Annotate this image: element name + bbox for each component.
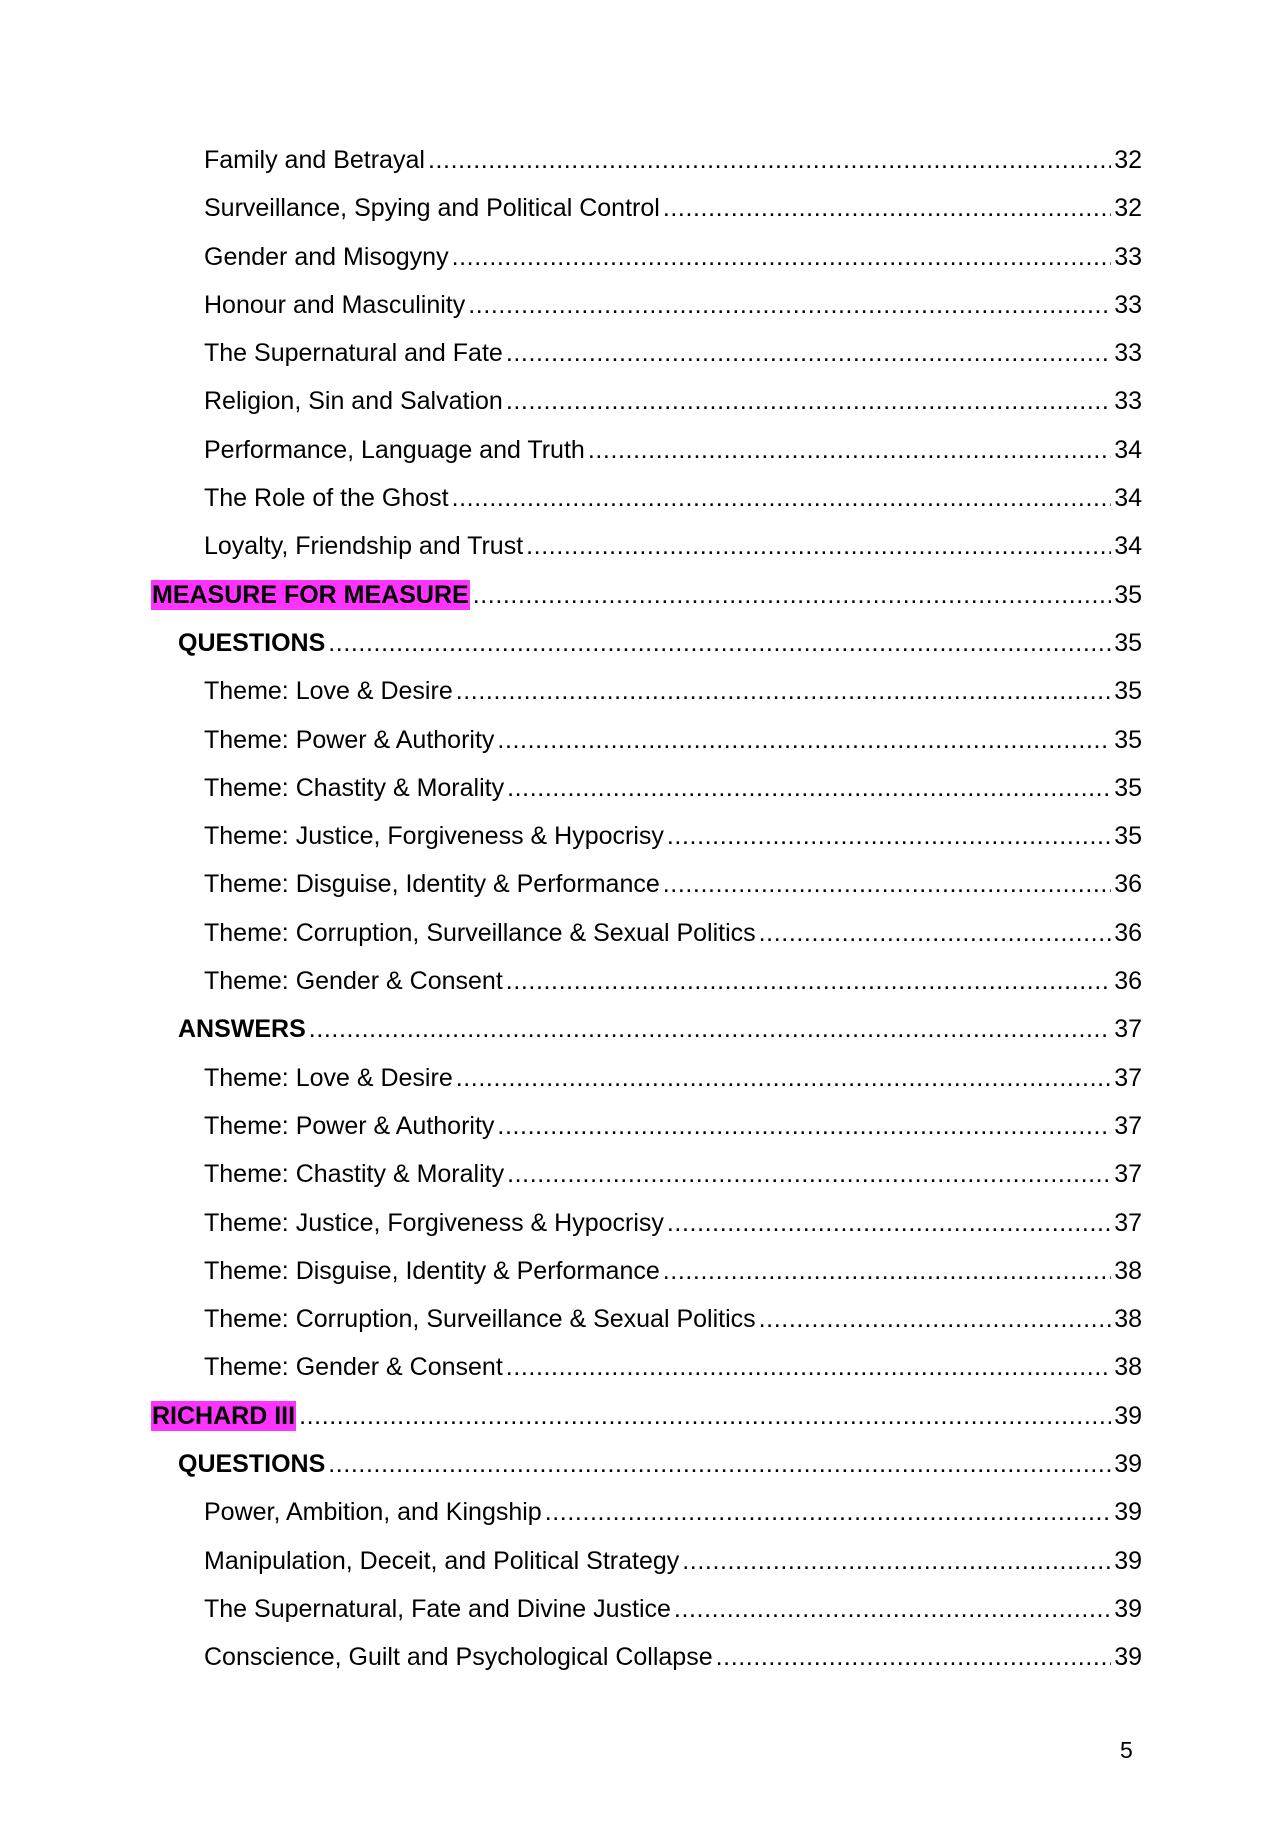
toc-entry-title: Honour and Masculinity xyxy=(204,290,466,319)
dot-leader xyxy=(328,628,1111,658)
toc-page-number: 38 xyxy=(1114,1353,1142,1382)
dot-leader xyxy=(506,338,1111,368)
dot-leader xyxy=(456,1063,1111,1093)
toc-entry[interactable] xyxy=(0,290,1287,338)
toc-page-number: 39 xyxy=(1114,1401,1142,1430)
toc-entry[interactable] xyxy=(0,338,1287,386)
dot-leader xyxy=(507,1159,1111,1189)
toc-entry[interactable] xyxy=(0,1014,1287,1062)
toc-entry[interactable] xyxy=(0,628,1287,676)
toc-entry-title: The Supernatural and Fate xyxy=(204,339,503,368)
toc-page-number: 33 xyxy=(1114,339,1142,368)
toc-page-number: 33 xyxy=(1114,387,1142,416)
toc-section-title: RICHARD III xyxy=(152,1401,296,1430)
toc-page-number: 39 xyxy=(1114,1450,1142,1479)
toc-page-number: 34 xyxy=(1114,532,1142,561)
toc-page-number: 35 xyxy=(1114,773,1142,802)
toc-entry[interactable] xyxy=(0,435,1287,483)
toc-entry[interactable] xyxy=(0,1304,1287,1352)
dot-leader xyxy=(682,1546,1111,1576)
toc-entry[interactable] xyxy=(0,1256,1287,1304)
toc-entry-title: Theme: Disguise, Identity & Performance xyxy=(204,870,660,899)
toc-page-number: 32 xyxy=(1114,194,1142,223)
dot-leader xyxy=(663,193,1111,223)
toc-entry[interactable] xyxy=(0,193,1287,241)
toc-entry[interactable] xyxy=(0,773,1287,821)
dot-leader xyxy=(452,242,1112,272)
table-of-contents xyxy=(0,145,1287,1691)
toc-entry-title: Theme: Power & Authority xyxy=(204,725,495,754)
toc-entry-title: Performance, Language and Truth xyxy=(204,435,585,464)
toc-entry[interactable] xyxy=(0,1063,1287,1111)
toc-page-number: 36 xyxy=(1114,870,1142,899)
toc-subsection-title: QUESTIONS xyxy=(178,628,326,657)
dot-leader xyxy=(674,1594,1111,1624)
toc-entry-title: Conscience, Guilt and Psychological Collapse xyxy=(204,1643,713,1672)
toc-entry-title: Manipulation, Deceit, and Political Strategy xyxy=(204,1546,680,1575)
toc-entry-title: The Supernatural, Fate and Divine Justice xyxy=(204,1594,671,1623)
dot-leader xyxy=(545,1497,1111,1527)
dot-leader xyxy=(663,1256,1111,1286)
toc-page-number: 35 xyxy=(1114,822,1142,851)
toc-entry[interactable] xyxy=(0,821,1287,869)
toc-entry-title: Theme: Chastity & Morality xyxy=(204,1160,505,1189)
toc-page-number: 38 xyxy=(1114,1256,1142,1285)
toc-entry[interactable] xyxy=(0,1594,1287,1642)
toc-entry[interactable] xyxy=(0,1401,1287,1449)
toc-entry-title: Loyalty, Friendship and Trust xyxy=(204,532,524,561)
toc-subsection-title: ANSWERS xyxy=(178,1015,306,1044)
toc-page-number: 37 xyxy=(1114,1160,1142,1189)
dot-leader xyxy=(588,435,1111,465)
dot-leader xyxy=(506,966,1111,996)
toc-page-number: 33 xyxy=(1114,290,1142,319)
dot-leader xyxy=(497,725,1111,755)
toc-entry[interactable] xyxy=(0,918,1287,966)
toc-section-title: MEASURE FOR MEASURE xyxy=(152,580,469,609)
toc-entry[interactable] xyxy=(0,966,1287,1014)
toc-entry[interactable] xyxy=(0,145,1287,193)
toc-entry[interactable] xyxy=(0,1111,1287,1159)
toc-entry[interactable] xyxy=(0,483,1287,531)
dot-leader xyxy=(468,290,1111,320)
toc-page-number: 37 xyxy=(1114,1208,1142,1237)
dot-leader xyxy=(452,483,1112,513)
toc-entry-title: Theme: Corruption, Surveillance & Sexual Politics xyxy=(204,1305,756,1334)
toc-entry-title: Theme: Gender & Consent xyxy=(204,967,503,996)
dot-leader xyxy=(507,773,1111,803)
toc-page-number: 37 xyxy=(1114,1111,1142,1140)
toc-entry-title: Theme: Power & Authority xyxy=(204,1111,495,1140)
toc-entry-title: Surveillance, Spying and Political Control xyxy=(204,194,660,223)
dot-leader xyxy=(506,1352,1111,1382)
toc-subsection-title: QUESTIONS xyxy=(178,1450,326,1479)
dot-leader xyxy=(456,676,1111,706)
toc-page-number: 39 xyxy=(1114,1594,1142,1623)
toc-entry[interactable] xyxy=(0,1159,1287,1207)
toc-entry[interactable] xyxy=(0,725,1287,773)
toc-entry[interactable] xyxy=(0,1497,1287,1545)
toc-page-number: 35 xyxy=(1114,677,1142,706)
dot-leader xyxy=(663,869,1111,899)
toc-entry-title: The Role of the Ghost xyxy=(204,484,449,513)
dot-leader xyxy=(667,1208,1111,1238)
toc-page-number: 34 xyxy=(1114,484,1142,513)
toc-page-number: 37 xyxy=(1114,1015,1142,1044)
toc-entry[interactable] xyxy=(0,869,1287,917)
toc-page-number: 38 xyxy=(1114,1305,1142,1334)
toc-page-number: 39 xyxy=(1114,1643,1142,1672)
toc-page-number: 39 xyxy=(1114,1546,1142,1575)
toc-page-number: 32 xyxy=(1114,146,1142,174)
toc-entry-title: Theme: Justice, Forgiveness & Hypocrisy xyxy=(204,822,664,851)
toc-page-number: 34 xyxy=(1114,435,1142,464)
toc-entry-title: Theme: Disguise, Identity & Performance xyxy=(204,1256,660,1285)
dot-leader xyxy=(667,821,1111,851)
dot-leader xyxy=(759,918,1112,948)
toc-entry-title: Gender and Misogyny xyxy=(204,242,449,271)
toc-entry[interactable] xyxy=(0,676,1287,724)
toc-entry-title: Theme: Love & Desire xyxy=(204,1063,453,1092)
toc-entry[interactable] xyxy=(0,1208,1287,1256)
toc-entry[interactable] xyxy=(0,580,1287,628)
dot-leader xyxy=(497,1111,1111,1141)
toc-page-number: 36 xyxy=(1114,918,1142,947)
toc-page-number: 36 xyxy=(1114,967,1142,996)
dot-leader xyxy=(506,386,1111,416)
toc-entry-title: Theme: Justice, Forgiveness & Hypocrisy xyxy=(204,1208,664,1237)
toc-entry[interactable] xyxy=(0,1352,1287,1400)
toc-page-number: 37 xyxy=(1114,1063,1142,1092)
toc-page-number: 35 xyxy=(1114,628,1142,657)
toc-entry-title: Power, Ambition, and Kingship xyxy=(204,1498,542,1527)
toc-entry-title: Theme: Corruption, Surveillance & Sexual Politics xyxy=(204,918,756,947)
toc-entry-title: Theme: Gender & Consent xyxy=(204,1353,503,1382)
toc-entry[interactable] xyxy=(0,531,1287,579)
page-number: 5 xyxy=(1120,1737,1133,1763)
dot-leader xyxy=(716,1642,1112,1672)
dot-leader xyxy=(473,580,1112,610)
toc-entry-title: Religion, Sin and Salvation xyxy=(204,387,503,416)
toc-entry-title: Family and Betrayal xyxy=(204,146,425,174)
toc-page-number: 39 xyxy=(1114,1498,1142,1527)
toc-entry-title: Theme: Chastity & Morality xyxy=(204,773,505,802)
toc-entry[interactable] xyxy=(0,1642,1287,1690)
toc-entry[interactable] xyxy=(0,386,1287,434)
dot-leader xyxy=(759,1304,1112,1334)
dot-leader xyxy=(299,1401,1111,1431)
toc-entry[interactable] xyxy=(0,1546,1287,1594)
toc-entry[interactable] xyxy=(0,1449,1287,1497)
toc-page-number: 33 xyxy=(1114,242,1142,271)
dot-leader xyxy=(328,1449,1111,1479)
toc-page-number: 35 xyxy=(1114,580,1142,609)
dot-leader xyxy=(309,1014,1111,1044)
toc-page-number: 35 xyxy=(1114,725,1142,754)
toc-entry[interactable] xyxy=(0,242,1287,290)
toc-entry-title: Theme: Love & Desire xyxy=(204,677,453,706)
dot-leader xyxy=(526,531,1111,561)
dot-leader xyxy=(428,145,1111,175)
